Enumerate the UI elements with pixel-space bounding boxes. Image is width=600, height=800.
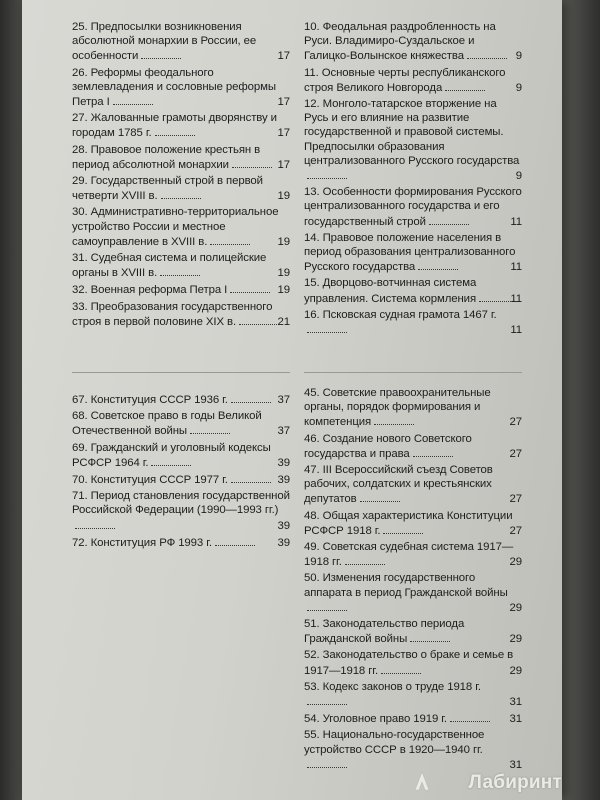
toc-page-number: 9 — [515, 170, 522, 183]
toc-entry — [72, 143, 290, 172]
toc-entry — [304, 617, 522, 646]
toc-page-number: 27 — [509, 416, 522, 429]
toc-entry — [304, 185, 522, 229]
toc-entry — [304, 308, 522, 337]
toc-page-number: 27 — [509, 493, 522, 506]
toc-entry-title: 31. Судебная система и полицейские органы в XVIII в. — [72, 252, 267, 280]
toc-entry-title: 48. Общая характеристика Конституции РСФСР 1918 г. — [304, 509, 513, 537]
toc-leader-dots — [215, 535, 255, 546]
toc-page-number: 29 — [509, 664, 522, 677]
toc-leader-dots — [429, 214, 469, 225]
toc-entry — [72, 392, 290, 407]
toc-page-number: 29 — [509, 556, 522, 569]
toc-entry — [72, 282, 290, 297]
toc-page-number: 17 — [277, 158, 290, 171]
toc-leader-dots — [410, 631, 450, 642]
toc-entry-title: 16. Псковская судная грамота 1467 г. — [304, 308, 497, 321]
toc-entry — [304, 231, 522, 275]
toc-entry-title: 45. Советские правоохранительные органы, порядок формирования и компетенция — [304, 387, 491, 429]
toc-leader-dots — [141, 48, 181, 59]
toc-entry — [72, 174, 290, 203]
toc-leader-dots — [307, 322, 347, 333]
toc-entry — [304, 463, 522, 507]
toc-page-number: 9 — [515, 50, 522, 63]
toc-entry — [72, 66, 290, 110]
toc-leader-dots — [360, 491, 400, 502]
toc-leader-dots — [307, 757, 347, 768]
toc-page-number: 17 — [277, 96, 290, 109]
toc-entry — [304, 728, 522, 772]
toc-leader-dots — [113, 94, 153, 105]
background-edge — [560, 0, 600, 800]
watermark-text: Лабиринт — [468, 772, 562, 793]
toc-entry — [304, 386, 522, 430]
toc-entry-title: 67. Конституция СССР 1936 г. — [72, 394, 228, 406]
toc-leader-dots — [374, 414, 414, 425]
toc-entry — [304, 20, 522, 64]
toc-leader-dots — [190, 423, 230, 434]
toc-leader-dots — [467, 48, 507, 59]
toc-page-number: 39 — [277, 536, 290, 549]
toc-leader-dots — [155, 125, 195, 136]
toc-page-number: 27 — [509, 524, 522, 537]
toc-page-number: 37 — [277, 425, 290, 438]
toc-page-number: 19 — [277, 267, 290, 280]
toc-page-number: 21 — [277, 315, 290, 328]
toc-entry-title: 10. Феодальная раздробленность на Руси. Владимиро-Суздальское и Галицко-Волынское княжества — [304, 21, 496, 63]
toc-entry-title: 71. Период становления государственной Российской Федерации (1990—1993 гг.) — [72, 490, 290, 517]
toc-page-number: 29 — [509, 633, 522, 646]
toc-entry-title: 53. Кодекс законов о труде 1918 г. — [304, 680, 481, 693]
toc-leader-dots — [161, 188, 201, 199]
toc-entry-title: 28. Правовое положение крестьян в период абсолютной монархии — [72, 143, 261, 171]
toc-entry-title: 12. Монголо-татарское вторжение на Русь и его влияние на развитие государственной и правовой системы. Предпосылки образования централизованного Русского государства — [304, 98, 520, 167]
toc-entry-title: 55. Национально-государственное устройство СССР в 1920—1940 гг. — [304, 729, 485, 756]
toc-page-number: 27 — [509, 447, 522, 460]
toc-leader-dots — [232, 157, 272, 168]
toc-page-number: 11 — [510, 261, 522, 274]
toc-page-number: 17 — [277, 127, 290, 140]
toc-leader-dots — [418, 259, 458, 270]
toc-leader-dots — [230, 282, 270, 293]
toc-entry-title: 27. Жалованные грамоты дворянству и городам 1785 г. — [72, 112, 277, 140]
toc-entry — [304, 509, 522, 538]
toc-entry — [72, 472, 290, 487]
toc-entry — [304, 432, 522, 461]
toc-entry-title: 47. III Всероссийский съезд Советов рабочих, солдатских и крестьянских депутатов — [304, 464, 493, 506]
toc-page-number: 9 — [515, 81, 522, 94]
toc-leader-dots — [75, 518, 115, 529]
toc-entry-title: 46. Создание нового Советского государства и права — [304, 432, 472, 460]
toc-leader-dots — [345, 554, 385, 565]
toc-entry-title: 68. Советское право в годы Великой Отечественной войны — [72, 410, 262, 438]
toc-leader-dots — [307, 694, 347, 705]
toc-column-left-bottom — [72, 392, 290, 552]
toc-leader-dots — [151, 455, 191, 466]
toc-entry-title: 14. Правовое положение населения в период образования централизованного Русского государства — [304, 231, 516, 274]
toc-entry-title: 15. Дворцово-вотчинная система управления. Система кормления — [304, 277, 477, 305]
toc-entry-title: 13. Особенности формирования Русского централизованного государства и его государственный строй — [304, 186, 522, 228]
section-divider-right — [304, 372, 522, 373]
toc-entry-title: 32. Военная реформа Петра I — [72, 284, 228, 297]
toc-leader-dots — [307, 168, 347, 179]
toc-entry — [72, 20, 290, 64]
toc-page-number: 31 — [509, 758, 522, 771]
toc-page-number: 19 — [277, 235, 290, 248]
toc-entry — [304, 276, 522, 305]
toc-page-number: 11 — [510, 324, 522, 337]
section-divider-left — [72, 372, 290, 373]
toc-entry-title: 52. Законодательство о браке и семье в 1917—1918 гг. — [304, 649, 514, 677]
toc-page-number: 11 — [510, 292, 522, 305]
toc-entry-title: 69. Гражданский и уголовный кодексы РСФСР 1964 г. — [72, 441, 271, 469]
toc-column-left-top — [72, 20, 290, 331]
toc-column-right-top — [304, 20, 522, 339]
toc-page-number: 31 — [509, 713, 522, 726]
toc-entry-title: 33. Преобразования государственного строя в первой половине XIX в. — [72, 300, 273, 328]
toc-leader-dots — [445, 80, 485, 91]
toc-leader-dots — [210, 234, 250, 245]
toc-leader-dots — [239, 314, 279, 325]
toc-leader-dots — [307, 600, 347, 611]
toc-column-right-bottom — [304, 386, 522, 774]
toc-entry — [72, 441, 290, 470]
toc-page-number: 17 — [277, 50, 290, 63]
toc-entry — [72, 251, 290, 280]
toc-entry — [304, 66, 522, 95]
toc-entry — [304, 648, 522, 677]
toc-entry — [72, 535, 290, 550]
toc-page-number: 19 — [277, 284, 290, 297]
toc-page-number: 31 — [509, 696, 522, 709]
toc-entry-title: 25. Предпосылки возникновения абсолютной монархии в России, ее особенности — [72, 21, 257, 63]
toc-entry-title: 54. Уголовное право 1919 г. — [304, 713, 447, 726]
toc-page-number: 19 — [277, 190, 290, 203]
toc-entry-title: 49. Советская судебная система 1917—1918 гг. — [304, 541, 514, 569]
toc-entry — [72, 409, 290, 438]
toc-entry-title: 70. Конституция СССР 1977 г. — [72, 474, 228, 487]
toc-page-number: 39 — [277, 519, 290, 532]
toc-leader-dots — [231, 392, 271, 403]
toc-entry — [72, 111, 290, 140]
toc-entry-title: 26. Реформы феодального землевладения и сословные реформы Петра I — [72, 66, 276, 109]
toc-entry-title: 29. Государственный строй в первой четверти XVIII в. — [72, 175, 263, 203]
toc-leader-dots — [450, 711, 490, 722]
toc-page-number: 37 — [277, 394, 290, 406]
toc-entry-title: 72. Конституция РФ 1993 г. — [72, 536, 212, 549]
toc-leader-dots — [231, 472, 271, 483]
toc-entry — [72, 489, 290, 533]
toc-leader-dots — [381, 663, 421, 674]
toc-entry — [72, 300, 290, 329]
book-spine-shadow — [0, 0, 22, 800]
labyrinth-logo-icon — [412, 770, 432, 792]
toc-entry-title: 50. Изменения государственного аппарата в период Гражданской войны — [304, 572, 508, 599]
toc-entry-title: 30. Административно-территориальное устройство России и местное самоуправление в XVIII в. — [72, 206, 279, 248]
toc-entry-title: 51. Законодательство периода Гражданской войны — [304, 618, 465, 646]
toc-entry — [304, 571, 522, 615]
toc-leader-dots — [160, 265, 200, 276]
toc-leader-dots — [413, 446, 453, 457]
toc-page-number: 29 — [509, 601, 522, 614]
toc-entry — [304, 540, 522, 569]
toc-page-number: 11 — [510, 215, 522, 228]
toc-entry — [304, 711, 522, 726]
toc-entry — [72, 205, 290, 249]
toc-leader-dots — [383, 523, 423, 534]
toc-page-number: 39 — [277, 474, 290, 487]
toc-entry — [304, 97, 522, 183]
toc-entry — [304, 680, 522, 709]
toc-entry-title: 11. Основные черты республиканского строя Великого Новгорода — [304, 66, 506, 94]
toc-page-number: 39 — [277, 456, 290, 469]
